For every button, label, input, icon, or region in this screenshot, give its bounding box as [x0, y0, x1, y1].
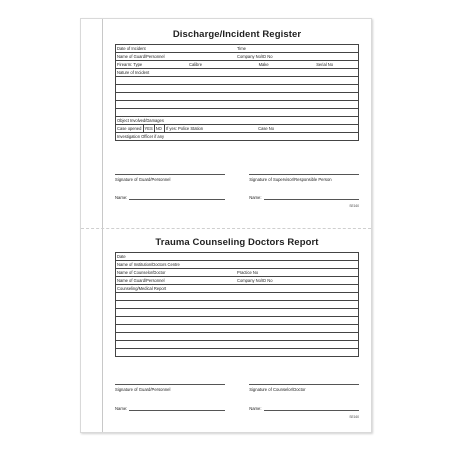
guard-signature-label: Signature of Guard/Personnel — [115, 387, 171, 392]
form-code: SE160 — [349, 204, 359, 208]
guard-name-label: Name of Guard/Personnel — [117, 278, 165, 283]
blank-line — [116, 77, 359, 85]
table-row — [116, 117, 359, 125]
trauma-report-table — [115, 252, 359, 357]
no-option[interactable]: NO — [155, 126, 162, 131]
table-row — [116, 133, 359, 141]
table-row — [116, 93, 359, 101]
guard-name-label: Name of Guard/Personnel — [117, 54, 165, 59]
nature-of-incident-label: Nature of Incident — [116, 69, 359, 77]
blank-line — [116, 325, 359, 333]
blank-line — [116, 101, 359, 109]
case-no-label: Case No — [258, 126, 275, 131]
date-label: Date — [116, 253, 359, 261]
discharge-register-title: Discharge/Incident Register — [172, 29, 302, 40]
table-row — [116, 109, 359, 117]
counselor-signature-label: Signature of Counselor/Doctor — [249, 387, 306, 392]
police-station-label: If yes: Police Station — [165, 126, 204, 131]
discharge-register-table — [115, 44, 359, 141]
counselor-name-field[interactable] — [249, 406, 359, 411]
guard-name-field[interactable] — [115, 195, 225, 200]
perforation-line — [81, 228, 371, 229]
date-of-incident-label: Date of Incident — [117, 46, 146, 51]
table-row — [116, 293, 359, 301]
practice-no-label: Practice No — [237, 270, 259, 275]
supervisor-signature-field[interactable] — [249, 174, 359, 182]
table-row — [116, 253, 359, 261]
blank-line — [116, 317, 359, 325]
supervisor-signature-label: Signature of Supervisor/Responsible Person — [249, 177, 332, 182]
table-row — [116, 277, 359, 285]
form-code: SE160 — [349, 415, 359, 419]
table-row — [116, 85, 359, 93]
guard-name-field[interactable] — [115, 406, 225, 411]
blank-line — [116, 85, 359, 93]
table-row — [116, 317, 359, 325]
name-label: Name: — [249, 195, 262, 200]
table-row — [116, 325, 359, 333]
counselor-name-label: Name of Counselor/Doctor — [117, 270, 166, 275]
counselor-signature-field[interactable] — [249, 384, 359, 392]
margin-rule — [102, 19, 103, 432]
serial-no-label: Serial No — [316, 62, 334, 67]
table-row — [116, 261, 359, 269]
blank-line — [116, 109, 359, 117]
table-row — [116, 101, 359, 109]
table-row — [116, 309, 359, 317]
blank-line — [116, 333, 359, 341]
guard-signature-field[interactable] — [115, 174, 225, 182]
table-row — [116, 341, 359, 349]
medical-report-label: Counseling/Medical Report — [116, 285, 359, 293]
case-opened-label: Case opened — [117, 126, 142, 131]
table-row — [116, 45, 359, 53]
make-label: Make — [258, 62, 269, 67]
table-row — [116, 53, 359, 61]
blank-line — [116, 341, 359, 349]
table-row — [116, 285, 359, 293]
table-row — [116, 333, 359, 341]
guard-signature-label: Signature of Guard/Personnel — [115, 177, 171, 182]
blank-line — [116, 349, 359, 357]
table-row — [116, 125, 359, 133]
blank-line — [116, 309, 359, 317]
table-row — [116, 349, 359, 357]
trauma-report-section — [115, 237, 359, 419]
form-sheet — [80, 18, 372, 433]
trauma-report-title: Trauma Counseling Doctors Report — [155, 237, 319, 248]
institution-label: Name of Institution/Doctors Centre — [116, 261, 359, 269]
calibre-label: Calibre — [189, 62, 202, 67]
table-row — [116, 301, 359, 309]
table-row — [116, 269, 359, 277]
objects-involved-label: Object Involved/Damages — [116, 117, 359, 125]
name-label: Name: — [115, 195, 128, 200]
table-row — [116, 77, 359, 85]
name-label: Name: — [249, 406, 262, 411]
name-label: Name: — [115, 406, 128, 411]
time-label: Time — [237, 46, 246, 51]
discharge-register-section — [115, 29, 359, 208]
yes-option[interactable]: YES — [144, 126, 153, 131]
table-row — [116, 69, 359, 77]
company-no-label: Company No/ID No — [237, 54, 273, 59]
blank-line — [116, 301, 359, 309]
blank-line — [116, 293, 359, 301]
guard-signature-field[interactable] — [115, 384, 225, 392]
blank-line — [116, 93, 359, 101]
table-row — [116, 61, 359, 69]
supervisor-name-field[interactable] — [249, 195, 359, 200]
company-no-label: Company No/ID No — [237, 278, 273, 283]
firearm-type-label: Firearm: Type — [117, 62, 143, 67]
investigation-officer-label: Investigation Officer if any — [116, 133, 359, 141]
